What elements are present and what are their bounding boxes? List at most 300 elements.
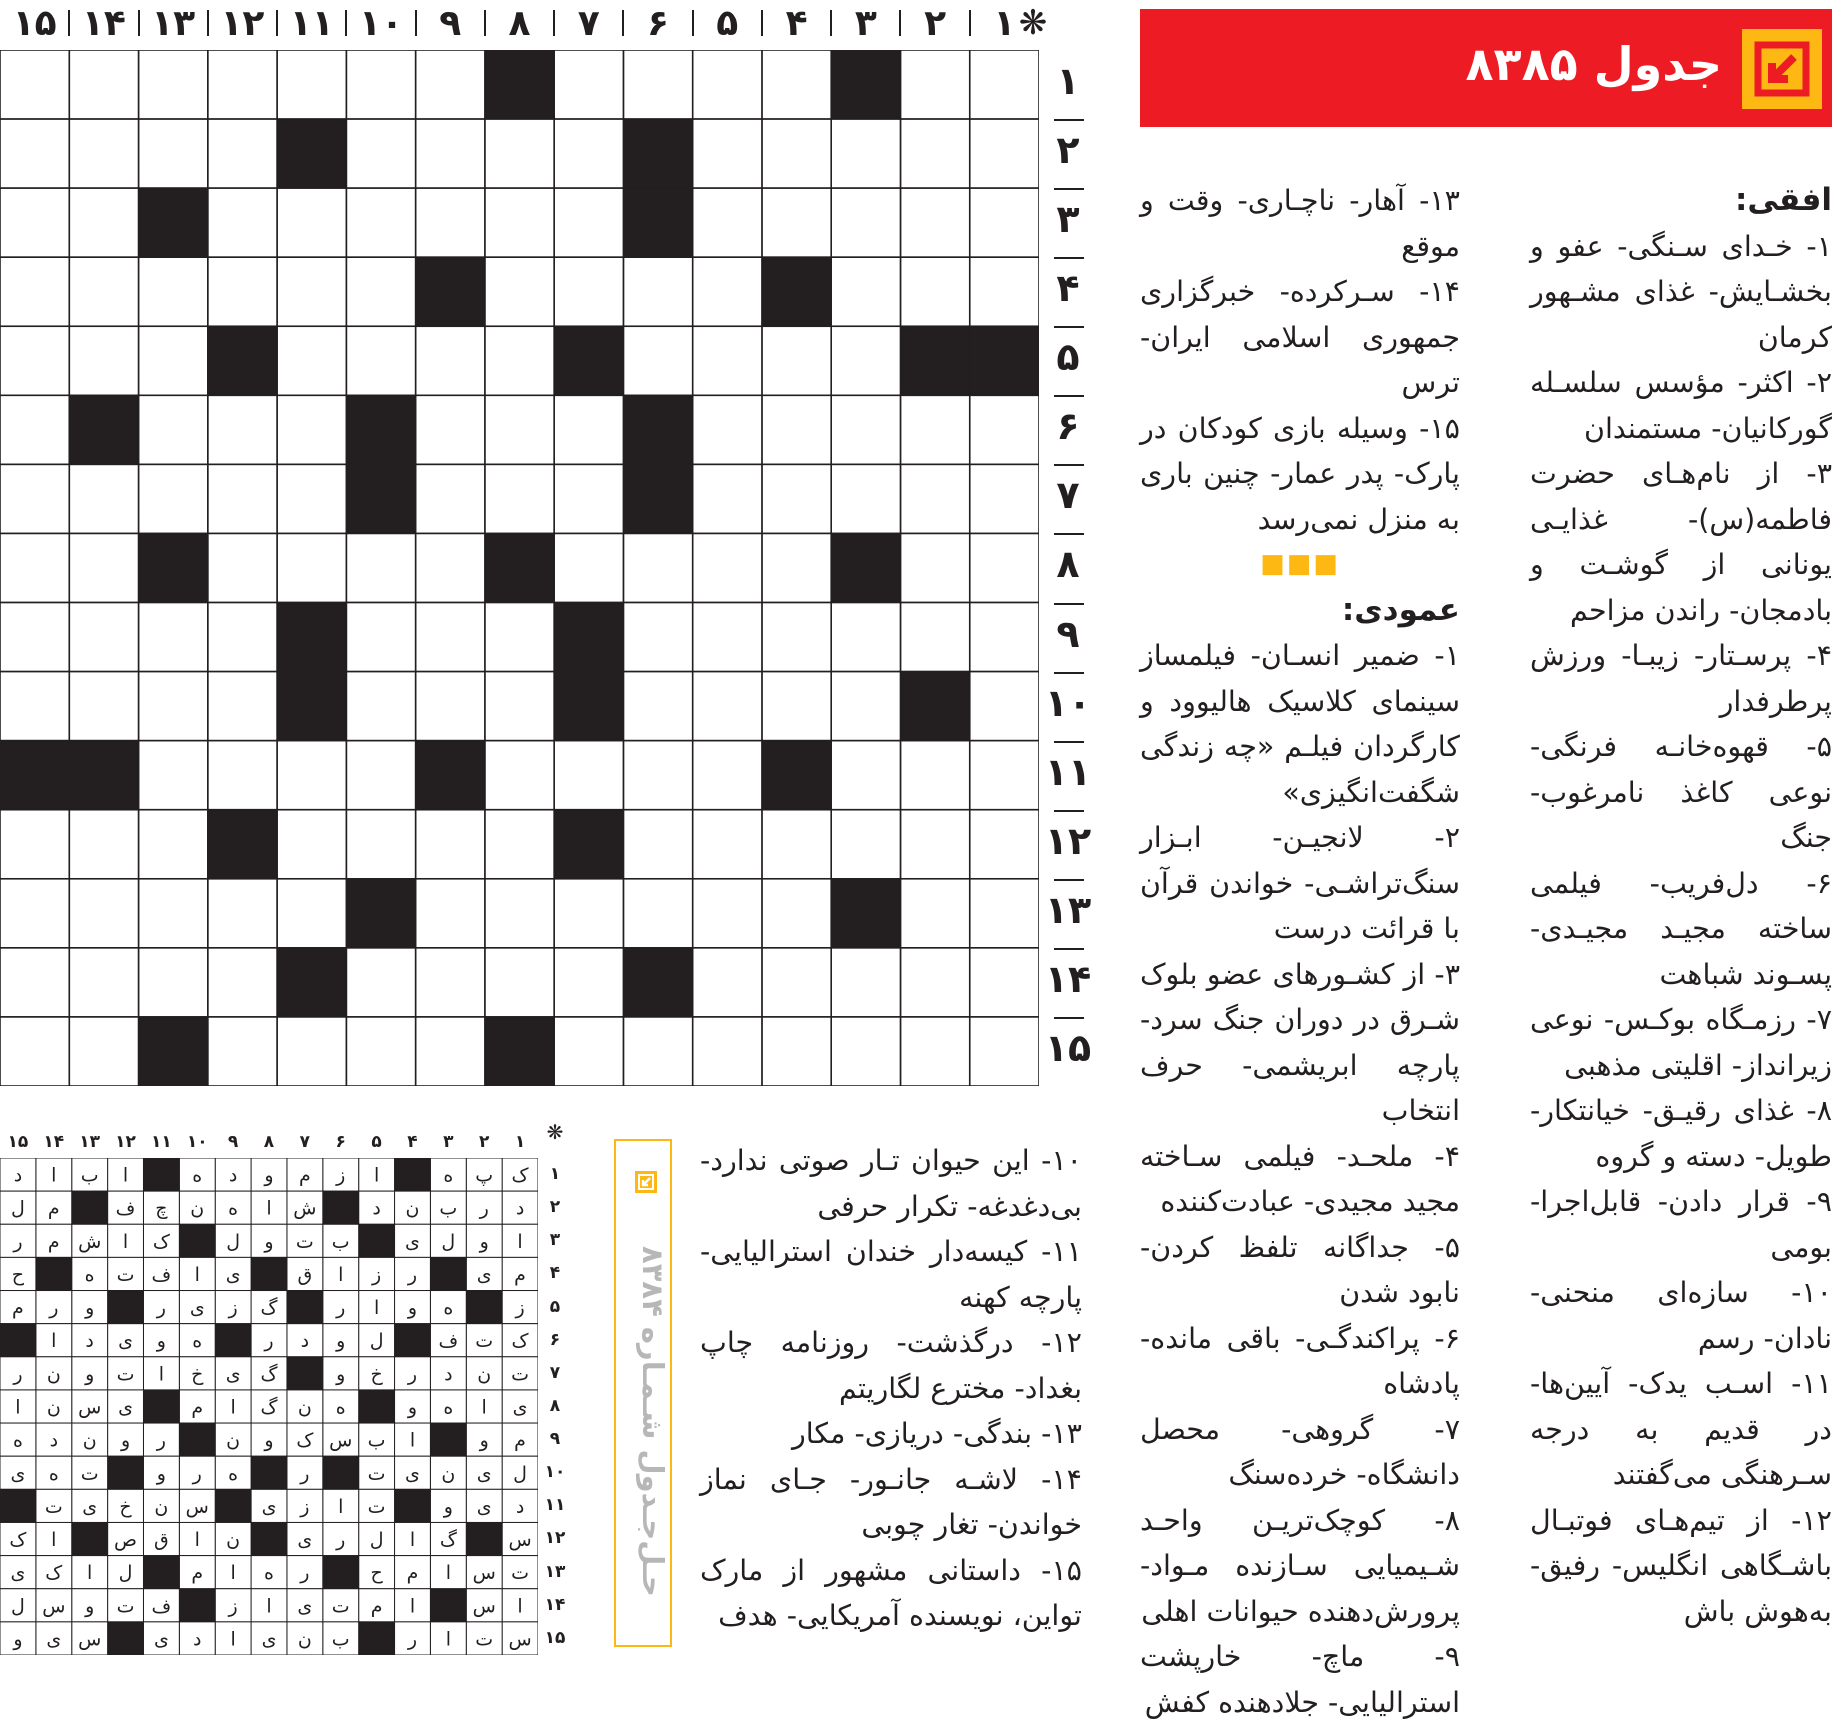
solution-letter: ب xyxy=(80,1164,99,1187)
solution-letter: ی xyxy=(405,1462,420,1485)
grid-cell[interactable] xyxy=(485,188,554,257)
grid-cell[interactable] xyxy=(485,741,554,810)
grid-cell[interactable] xyxy=(416,119,485,188)
grid-cell[interactable] xyxy=(693,533,762,602)
solution-black-cell xyxy=(287,1291,323,1324)
grid-cell[interactable] xyxy=(900,188,969,257)
grid-cell[interactable] xyxy=(831,948,900,1017)
solution-letter: و xyxy=(156,1462,166,1485)
solution-letter: ت xyxy=(331,1595,350,1618)
grid-cell[interactable] xyxy=(554,119,623,188)
row-number: ۳ xyxy=(1056,197,1080,242)
solution-letter: ت xyxy=(116,1263,135,1286)
grid-cell[interactable] xyxy=(554,948,623,1017)
black-cell xyxy=(554,326,623,395)
grid-cell[interactable] xyxy=(970,603,1039,672)
solution-letter: ف xyxy=(151,1595,172,1618)
grid-cell[interactable] xyxy=(277,464,346,533)
grid-cell[interactable] xyxy=(416,1017,485,1086)
row-number: ۵ xyxy=(1056,335,1080,380)
solution-column-number: ۳ xyxy=(443,1132,454,1152)
grid-cell[interactable] xyxy=(693,672,762,741)
grid-cell[interactable] xyxy=(693,395,762,464)
grid-cell[interactable] xyxy=(139,810,208,879)
grid-cell[interactable] xyxy=(346,119,415,188)
grid-cell[interactable] xyxy=(0,879,69,948)
grid-cell[interactable] xyxy=(346,257,415,326)
solution-letter: م xyxy=(47,1230,60,1253)
grid-cell[interactable] xyxy=(0,395,69,464)
solution-letter: و xyxy=(264,1164,274,1187)
solution-row-number: ۱۲ xyxy=(544,1528,566,1549)
grid-cell[interactable] xyxy=(69,603,138,672)
solution-letter: و xyxy=(407,1396,418,1419)
grid-cell[interactable] xyxy=(346,50,415,119)
grid-cell[interactable] xyxy=(970,672,1039,741)
grid-cell[interactable] xyxy=(139,326,208,395)
solution-letter: ی xyxy=(46,1628,62,1651)
grid-cell[interactable] xyxy=(900,50,969,119)
black-cell xyxy=(0,741,69,810)
grid-cell[interactable] xyxy=(554,395,623,464)
grid-cell[interactable] xyxy=(970,741,1039,810)
grid-cell[interactable] xyxy=(900,464,969,533)
grid-cell[interactable] xyxy=(554,741,623,810)
solution-letter: ن xyxy=(46,1363,61,1386)
solution-letter: و xyxy=(85,1363,95,1386)
grid-cell[interactable] xyxy=(0,188,69,257)
grid-cell[interactable] xyxy=(554,464,623,533)
solution-row-number: ۱۵ xyxy=(544,1627,566,1648)
solution-letter: ا xyxy=(266,1595,272,1618)
grid-cell[interactable] xyxy=(693,50,762,119)
solution-letter: ح xyxy=(11,1263,25,1286)
grid-cell[interactable] xyxy=(831,188,900,257)
grid-cell[interactable] xyxy=(277,188,346,257)
grid-cell[interactable] xyxy=(762,464,831,533)
across-clue-7: ۷- رزمـگاه بوکـس- نوعی زیرانداز- اقلیتی مذهبی xyxy=(1530,1003,1832,1082)
grid-cell[interactable] xyxy=(762,810,831,879)
grid-cell[interactable] xyxy=(139,741,208,810)
solution-letter: ب xyxy=(439,1197,458,1220)
solution-letter: ی xyxy=(225,1263,241,1286)
solution-black-cell xyxy=(108,1622,144,1655)
solution-letter: ا xyxy=(87,1562,93,1585)
solution-letter: و xyxy=(264,1429,274,1452)
solution-letter: ر xyxy=(407,1263,418,1286)
grid-cell[interactable] xyxy=(139,257,208,326)
grid-cell[interactable] xyxy=(762,948,831,1017)
grid-cell[interactable] xyxy=(900,1017,969,1086)
grid-cell[interactable] xyxy=(416,188,485,257)
solution-letter: ا xyxy=(15,1396,21,1419)
grid-cell[interactable] xyxy=(346,603,415,672)
grid-cell[interactable] xyxy=(277,326,346,395)
solution-letter: ی xyxy=(476,1495,492,1518)
solution-letter: ر xyxy=(407,1628,418,1651)
solution-letter: و xyxy=(407,1297,418,1320)
grid-cell[interactable] xyxy=(208,603,277,672)
grid-cell[interactable] xyxy=(485,672,554,741)
solution-letter: ب xyxy=(331,1230,350,1253)
grid-cell[interactable] xyxy=(900,948,969,1017)
solution-letter: ف xyxy=(115,1197,136,1220)
solution-letter: س xyxy=(472,1595,496,1618)
solution-letter: ت xyxy=(116,1595,135,1618)
down-clue-3: ۳- از کشـورهای عضو بلوک شـرق در دوران جنگ سرد- پارچه ابریشمی- حرف انتخاب xyxy=(1140,957,1460,1127)
solution-letter: د xyxy=(193,1628,202,1651)
black-cell xyxy=(970,326,1039,395)
grid-cell[interactable] xyxy=(416,603,485,672)
grid-cell[interactable] xyxy=(346,1017,415,1086)
grid-cell[interactable] xyxy=(831,603,900,672)
grid-cell[interactable] xyxy=(139,119,208,188)
solution-letter: ی xyxy=(297,1595,313,1618)
solution-letter: س xyxy=(472,1562,496,1585)
grid-cell[interactable] xyxy=(277,879,346,948)
grid-cell[interactable] xyxy=(69,879,138,948)
across-clue-9: ۹- قرار دادن- قابل‌اجرا- بومی xyxy=(1530,1185,1832,1264)
grid-cell[interactable] xyxy=(277,257,346,326)
grid-cell[interactable] xyxy=(693,326,762,395)
grid-cell[interactable] xyxy=(554,188,623,257)
solution-letter: ی xyxy=(189,1297,205,1320)
solution-letter: ی xyxy=(261,1495,277,1518)
grid-cell[interactable] xyxy=(900,810,969,879)
black-cell xyxy=(485,1017,554,1086)
solution-letter: ا xyxy=(158,1363,165,1386)
grid-cell[interactable] xyxy=(346,810,415,879)
crossword-grid[interactable] xyxy=(0,50,1039,1086)
grid-cell[interactable] xyxy=(208,1017,277,1086)
solution-black-cell xyxy=(215,1324,251,1357)
black-cell xyxy=(69,395,138,464)
solution-black-cell xyxy=(323,1556,359,1589)
grid-cell[interactable] xyxy=(900,395,969,464)
grid-cell[interactable] xyxy=(277,810,346,879)
grid-cell[interactable] xyxy=(346,948,415,1017)
grid-cell[interactable] xyxy=(970,948,1039,1017)
column-number: ۱۳ xyxy=(151,3,196,44)
grid-cell[interactable] xyxy=(623,257,692,326)
grid-cell[interactable] xyxy=(623,326,692,395)
grid-cell[interactable] xyxy=(0,948,69,1017)
grid-cell[interactable] xyxy=(831,119,900,188)
grid-cell[interactable] xyxy=(277,395,346,464)
solution-letter: د xyxy=(13,1164,23,1187)
solution-letter: ت xyxy=(475,1628,494,1651)
solution-letter: ت xyxy=(367,1462,386,1485)
grid-cell[interactable] xyxy=(0,672,69,741)
grid-cell[interactable] xyxy=(139,395,208,464)
grid-cell[interactable] xyxy=(970,395,1039,464)
grid-cell[interactable] xyxy=(831,395,900,464)
grid-cell[interactable] xyxy=(485,326,554,395)
grid-cell[interactable] xyxy=(0,603,69,672)
solution-row-number: ۲ xyxy=(549,1197,561,1218)
grid-cell[interactable] xyxy=(208,395,277,464)
grid-cell[interactable] xyxy=(0,119,69,188)
solution-letter: ه xyxy=(264,1562,274,1585)
grid-cell[interactable] xyxy=(623,50,692,119)
grid-cell[interactable] xyxy=(208,119,277,188)
grid-cell[interactable] xyxy=(831,326,900,395)
solution-letter: ر xyxy=(156,1429,166,1452)
grid-cell[interactable] xyxy=(900,603,969,672)
grid-cell[interactable] xyxy=(900,741,969,810)
grid-cell[interactable] xyxy=(831,810,900,879)
grid-cell[interactable] xyxy=(346,741,415,810)
solution-black-cell xyxy=(251,1522,287,1555)
grid-cell[interactable] xyxy=(208,464,277,533)
solution-letter: د xyxy=(49,1429,59,1452)
grid-cell[interactable] xyxy=(208,879,277,948)
grid-cell[interactable] xyxy=(416,533,485,602)
grid-cell[interactable] xyxy=(277,533,346,602)
grid-cell[interactable] xyxy=(831,672,900,741)
black-cell xyxy=(831,879,900,948)
black-cell xyxy=(623,948,692,1017)
grid-cell[interactable] xyxy=(970,533,1039,602)
grid-cell[interactable] xyxy=(416,395,485,464)
grid-cell[interactable] xyxy=(0,464,69,533)
solution-column-number: ۵ xyxy=(371,1132,382,1152)
grid-cell[interactable] xyxy=(970,50,1039,119)
grid-cell[interactable] xyxy=(69,50,138,119)
solution-letter: ن xyxy=(226,1529,241,1552)
solution-letter: ک xyxy=(511,1164,529,1187)
solution-corner-symbol: ❋ xyxy=(546,1120,564,1144)
grid-cell[interactable] xyxy=(139,50,208,119)
solution-letter: و xyxy=(264,1230,274,1253)
grid-cell[interactable] xyxy=(139,603,208,672)
grid-cell[interactable] xyxy=(485,464,554,533)
solution-letter: د xyxy=(372,1197,381,1220)
solution-letter: ا xyxy=(409,1595,416,1618)
grid-cell[interactable] xyxy=(346,326,415,395)
grid-cell[interactable] xyxy=(693,257,762,326)
grid-cell[interactable] xyxy=(416,326,485,395)
solution-black-cell xyxy=(395,1324,431,1357)
grid-cell[interactable] xyxy=(277,50,346,119)
grid-cell[interactable] xyxy=(762,879,831,948)
grid-cell[interactable] xyxy=(831,464,900,533)
grid-cell[interactable] xyxy=(416,464,485,533)
grid-cell[interactable] xyxy=(693,603,762,672)
grid-cell[interactable] xyxy=(69,257,138,326)
grid-cell[interactable] xyxy=(693,119,762,188)
grid-cell[interactable] xyxy=(208,672,277,741)
solution-black-cell xyxy=(72,1191,108,1224)
grid-cell[interactable] xyxy=(139,948,208,1017)
grid-cell[interactable] xyxy=(208,257,277,326)
solution-letter: س xyxy=(508,1628,532,1651)
grid-cell[interactable] xyxy=(554,50,623,119)
grid-cell[interactable] xyxy=(0,533,69,602)
solution-letter: ت xyxy=(44,1495,63,1518)
down-clue-8: ۸- کوچک‌تریـن واحـد شـیمیایی سـازنده مـواد- پرورش‌دهنده حیوانات اهلی xyxy=(1140,1503,1460,1628)
grid-cell[interactable] xyxy=(485,879,554,948)
grid-cell[interactable] xyxy=(208,50,277,119)
grid-cell[interactable] xyxy=(0,1017,69,1086)
grid-cell[interactable] xyxy=(554,257,623,326)
grid-cell[interactable] xyxy=(762,672,831,741)
grid-cell[interactable] xyxy=(970,257,1039,326)
grid-cell[interactable] xyxy=(277,741,346,810)
grid-cell[interactable] xyxy=(208,948,277,1017)
grid-cell[interactable] xyxy=(416,879,485,948)
grid-cell[interactable] xyxy=(346,188,415,257)
black-cell xyxy=(139,188,208,257)
grid-cell[interactable] xyxy=(693,1017,762,1086)
grid-cell[interactable] xyxy=(762,603,831,672)
row-number: ۱۱ xyxy=(1044,749,1092,794)
solution-letter: ن xyxy=(297,1396,312,1419)
black-cell xyxy=(277,603,346,672)
grid-cell[interactable] xyxy=(208,533,277,602)
solution-column-number: ۶ xyxy=(335,1132,346,1152)
grid-cell[interactable] xyxy=(69,810,138,879)
solution-row-number: ۱۱ xyxy=(544,1495,566,1516)
solution-black-cell xyxy=(323,1456,359,1489)
grid-cell[interactable] xyxy=(485,948,554,1017)
solution-letter: ا xyxy=(373,1297,380,1320)
grid-cell[interactable] xyxy=(69,119,138,188)
grid-cell[interactable] xyxy=(69,948,138,1017)
grid-cell[interactable] xyxy=(762,119,831,188)
grid-cell[interactable] xyxy=(693,464,762,533)
solution-letter: ت xyxy=(295,1230,314,1253)
solution-letter: س xyxy=(42,1595,66,1618)
grid-cell[interactable] xyxy=(831,741,900,810)
grid-cell[interactable] xyxy=(970,464,1039,533)
solution-letter: ا xyxy=(194,1263,200,1286)
grid-cell[interactable] xyxy=(139,672,208,741)
grid-cell[interactable] xyxy=(762,326,831,395)
solution-letter: س xyxy=(508,1529,532,1552)
grid-cell[interactable] xyxy=(416,948,485,1017)
row-number: ۱۴ xyxy=(1044,956,1092,1001)
solution-black-cell xyxy=(430,1257,466,1290)
grid-cell[interactable] xyxy=(693,948,762,1017)
grid-cell[interactable] xyxy=(485,810,554,879)
grid-cell[interactable] xyxy=(416,810,485,879)
grid-cell[interactable] xyxy=(346,672,415,741)
grid-cell[interactable] xyxy=(623,603,692,672)
solution-letter: ن xyxy=(82,1429,97,1452)
grid-cell[interactable] xyxy=(208,188,277,257)
solution-letter: ز xyxy=(372,1263,382,1286)
grid-cell[interactable] xyxy=(69,188,138,257)
grid-cell[interactable] xyxy=(416,672,485,741)
grid-cell[interactable] xyxy=(831,257,900,326)
grid-cell[interactable] xyxy=(693,810,762,879)
grid-cell[interactable] xyxy=(970,1017,1039,1086)
grid-cell[interactable] xyxy=(554,533,623,602)
grid-cell[interactable] xyxy=(69,533,138,602)
solution-letter: ن xyxy=(46,1396,61,1419)
grid-cell[interactable] xyxy=(623,879,692,948)
grid-cell[interactable] xyxy=(208,741,277,810)
grid-cell[interactable] xyxy=(970,810,1039,879)
solution-letter: ا xyxy=(122,1164,129,1187)
solution-black-cell xyxy=(430,1423,466,1456)
solution-letter: ا xyxy=(51,1330,57,1353)
grid-cell[interactable] xyxy=(693,879,762,948)
grid-cell[interactable] xyxy=(277,1017,346,1086)
grid-cell[interactable] xyxy=(69,672,138,741)
grid-cell[interactable] xyxy=(346,533,415,602)
grid-cell[interactable] xyxy=(900,533,969,602)
row-separator xyxy=(1054,948,1084,950)
black-cell xyxy=(554,603,623,672)
solution-black-cell xyxy=(395,1489,431,1522)
solution-letter: و xyxy=(479,1230,489,1253)
grid-cell[interactable] xyxy=(970,188,1039,257)
grid-cell[interactable] xyxy=(69,464,138,533)
grid-cell[interactable] xyxy=(762,395,831,464)
grid-cell[interactable] xyxy=(554,1017,623,1086)
grid-cell[interactable] xyxy=(139,879,208,948)
row-number: ۱۲ xyxy=(1044,818,1092,863)
solution-letter: د xyxy=(85,1330,94,1353)
grid-cell[interactable] xyxy=(416,50,485,119)
grid-cell[interactable] xyxy=(554,879,623,948)
grid-cell[interactable] xyxy=(762,533,831,602)
grid-cell[interactable] xyxy=(485,119,554,188)
grid-cell[interactable] xyxy=(900,119,969,188)
grid-cell[interactable] xyxy=(693,188,762,257)
grid-cell[interactable] xyxy=(623,810,692,879)
solution-letter: ا xyxy=(338,1495,344,1518)
grid-cell[interactable] xyxy=(0,326,69,395)
grid-cell[interactable] xyxy=(485,603,554,672)
solution-black-cell xyxy=(0,1324,36,1357)
grid-cell[interactable] xyxy=(69,326,138,395)
solution-letter: ا xyxy=(517,1595,523,1618)
grid-cell[interactable] xyxy=(0,810,69,879)
grid-cell[interactable] xyxy=(69,1017,138,1086)
grid-cell[interactable] xyxy=(485,257,554,326)
grid-cell[interactable] xyxy=(831,1017,900,1086)
grid-cell[interactable] xyxy=(623,1017,692,1086)
grid-cell[interactable] xyxy=(623,672,692,741)
row-separator xyxy=(1054,603,1084,605)
row-number: ۱۰ xyxy=(1044,680,1092,725)
grid-cell[interactable] xyxy=(623,533,692,602)
solution-black-cell xyxy=(143,1390,179,1423)
solution-letter: ا xyxy=(409,1429,416,1452)
grid-cell[interactable] xyxy=(970,879,1039,948)
black-cell xyxy=(208,326,277,395)
grid-cell[interactable] xyxy=(762,1017,831,1086)
grid-cell[interactable] xyxy=(900,879,969,948)
grid-cell[interactable] xyxy=(900,257,969,326)
grid-cell[interactable] xyxy=(970,119,1039,188)
grid-cell[interactable] xyxy=(762,50,831,119)
grid-cell[interactable] xyxy=(485,395,554,464)
grid-cell[interactable] xyxy=(0,50,69,119)
solution-column-number: ۴ xyxy=(407,1132,418,1152)
solution-letter: ه xyxy=(443,1297,454,1320)
solution-letter: خ xyxy=(370,1363,383,1386)
solution-black-cell xyxy=(359,1390,395,1423)
grid-cell[interactable] xyxy=(693,741,762,810)
grid-cell[interactable] xyxy=(0,257,69,326)
grid-cell[interactable] xyxy=(623,741,692,810)
grid-cell[interactable] xyxy=(139,464,208,533)
grid-cell[interactable] xyxy=(762,188,831,257)
